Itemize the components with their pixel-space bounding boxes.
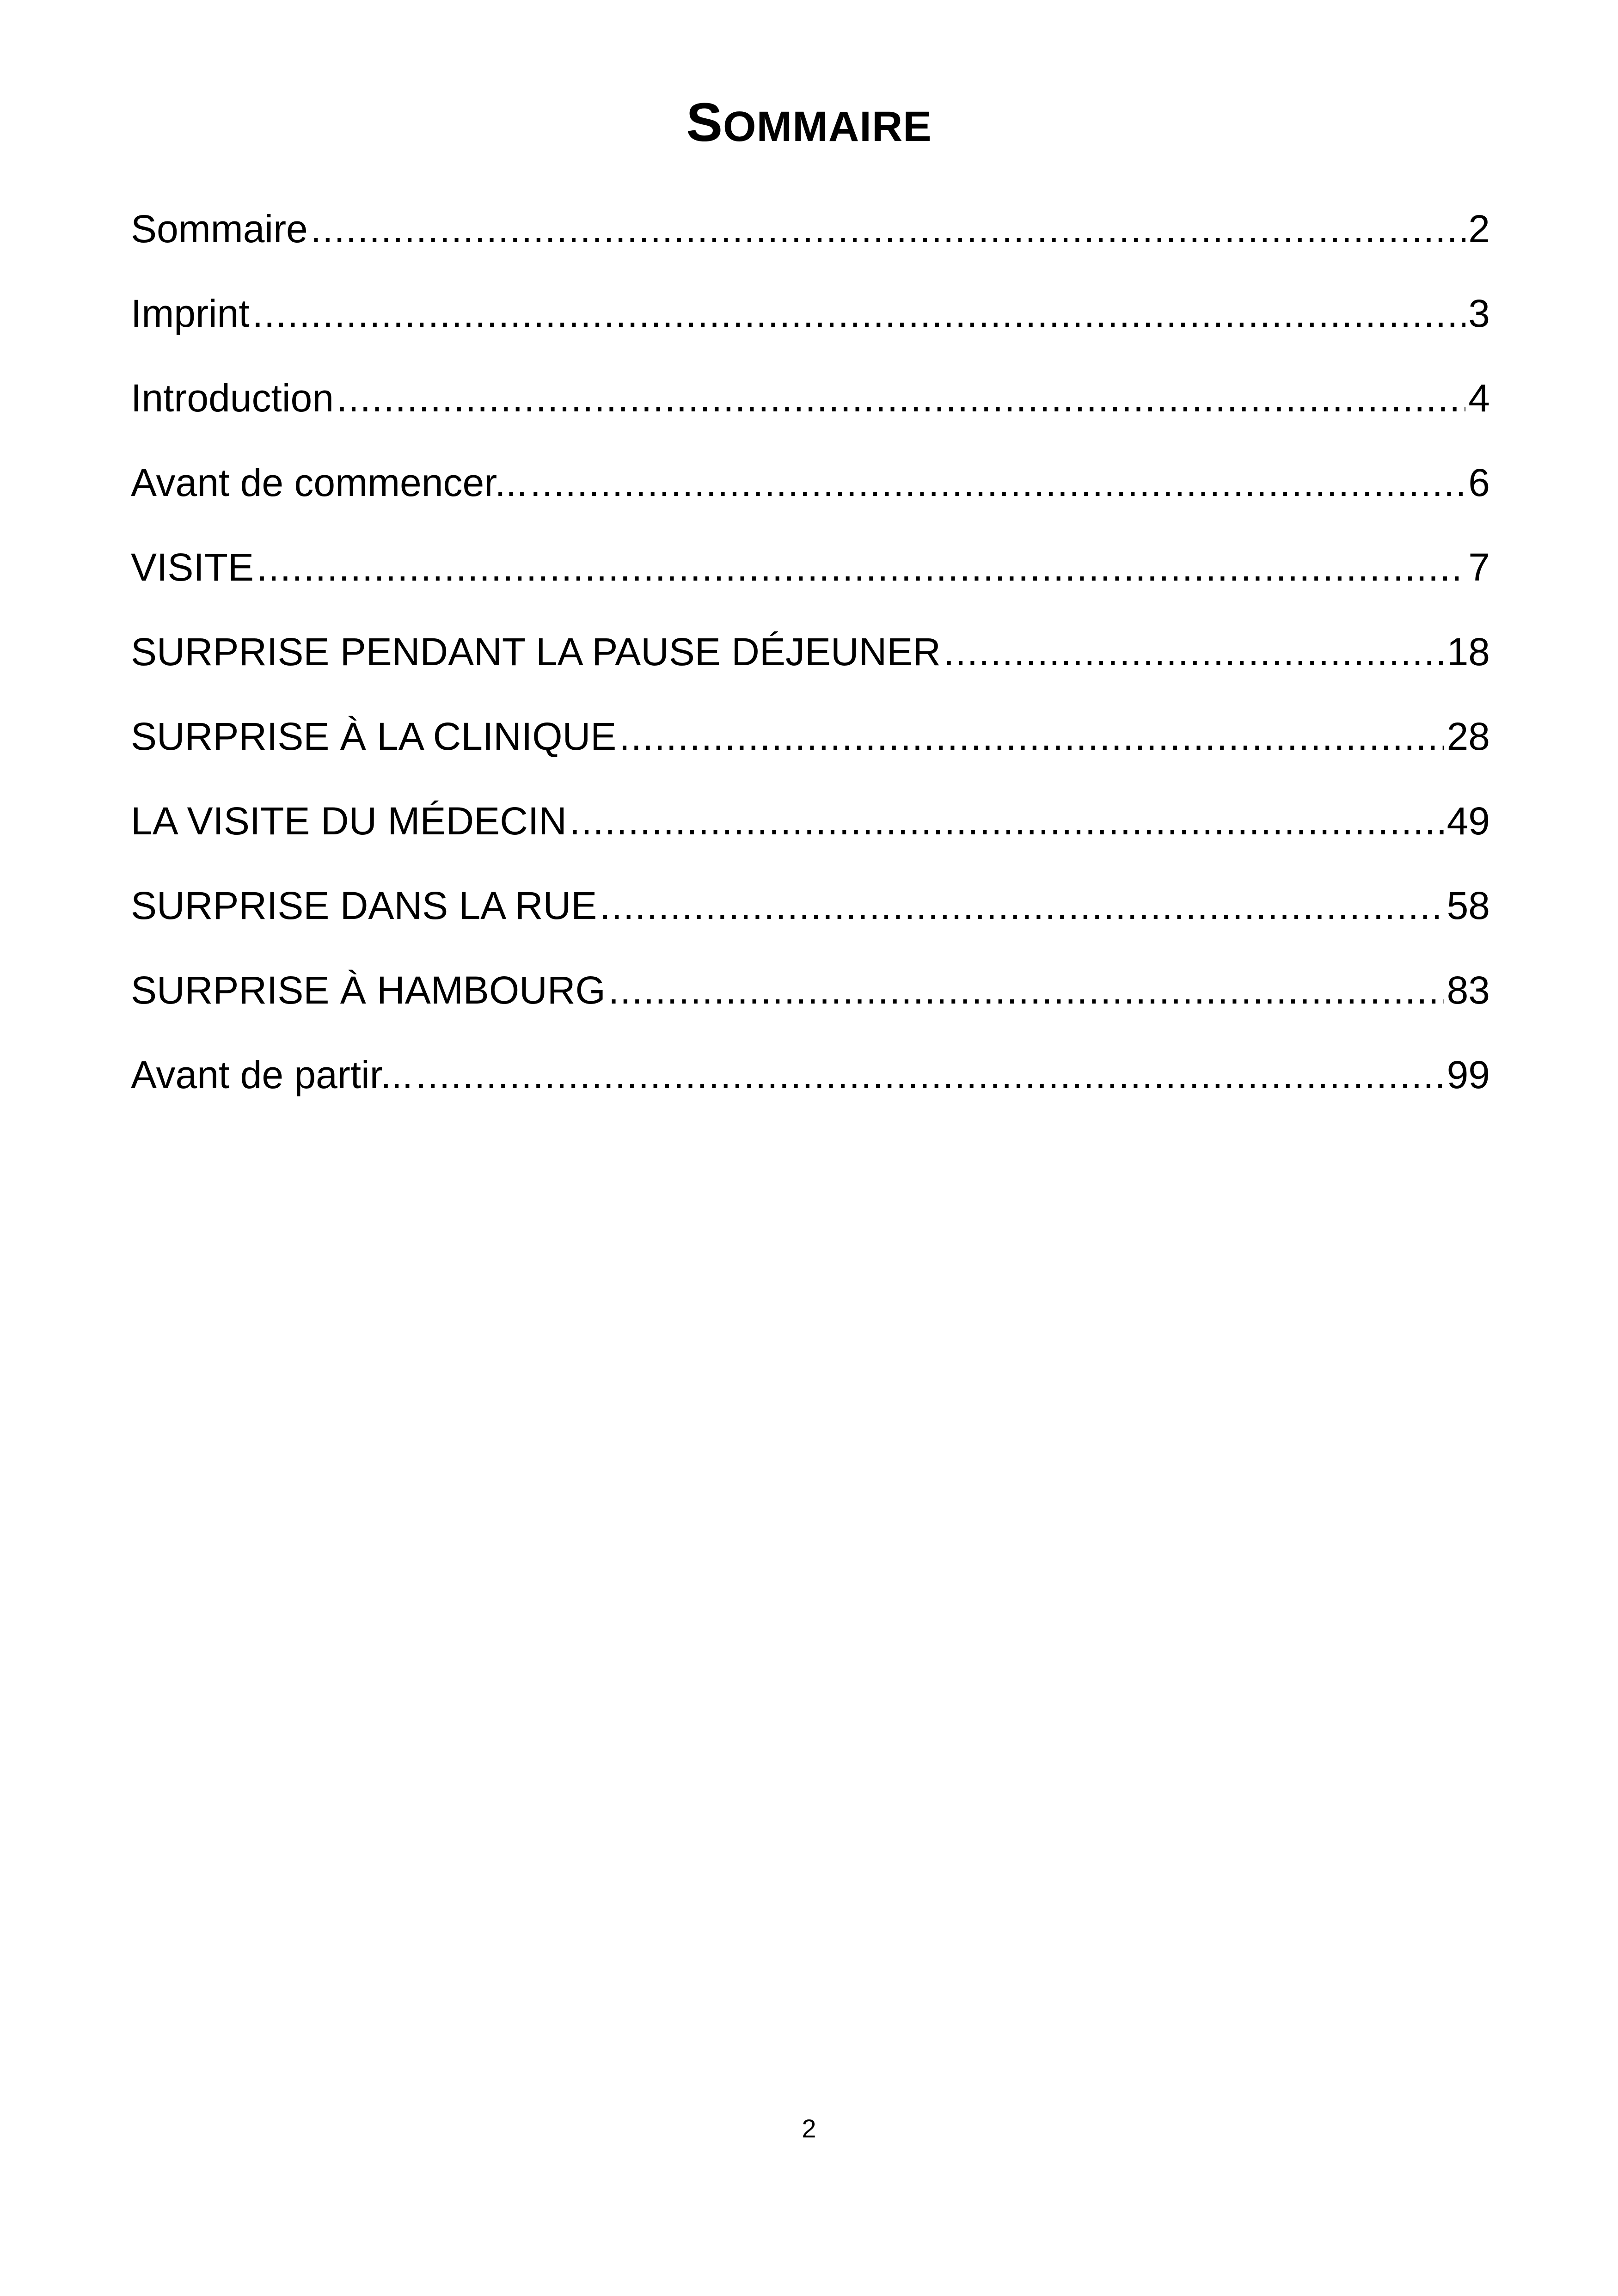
toc-leader-dots <box>311 199 1466 259</box>
page-title-initial: S <box>686 92 723 153</box>
toc-leader-dots <box>608 960 1444 1020</box>
toc-entry-label: SURPRISE PENDANT LA PAUSE DÉJEUNER <box>131 630 941 673</box>
toc-entry-page: 2 <box>1468 207 1490 251</box>
toc-entry-page: 18 <box>1446 630 1490 673</box>
toc-leader-dots <box>337 368 1465 428</box>
toc-entry-visite[interactable] <box>131 537 1490 622</box>
toc-entry-page: 99 <box>1446 1053 1490 1096</box>
toc-entry-page: 58 <box>1446 884 1490 927</box>
table-of-contents <box>131 199 1490 1129</box>
toc-entry-label: Imprint <box>131 292 250 335</box>
toc-entry-avant-de-commencer[interactable] <box>131 453 1490 537</box>
toc-entry-label: Avant de partir... <box>131 1053 413 1096</box>
toc-entry-avant-de-partir[interactable] <box>131 1045 1490 1129</box>
toc-entry-page: 3 <box>1468 292 1490 335</box>
toc-entry-surprise-hambourg[interactable] <box>131 960 1490 1045</box>
toc-entry-sommaire[interactable] <box>131 199 1490 283</box>
toc-leader-dots <box>570 791 1444 851</box>
toc-leader-dots <box>944 622 1444 682</box>
toc-entry-surprise-clinique[interactable] <box>131 706 1490 791</box>
toc-entry-label: SURPRISE À LA CLINIQUE <box>131 715 617 758</box>
toc-entry-page: 7 <box>1468 545 1490 589</box>
toc-entry-imprint[interactable] <box>131 283 1490 368</box>
toc-entry-label: Introduction <box>131 376 334 420</box>
toc-entry-page: 6 <box>1468 461 1490 504</box>
page-title-rest: OMMAIRE <box>723 103 932 150</box>
toc-entry-label: Sommaire <box>131 207 308 251</box>
page-title <box>0 90 1618 159</box>
toc-leader-dots <box>619 706 1444 766</box>
toc-entry-surprise-rue[interactable] <box>131 876 1490 960</box>
toc-entry-label: SURPRISE À HAMBOURG <box>131 968 606 1012</box>
toc-leader-dots <box>416 1045 1444 1105</box>
page-number: 2 <box>802 2114 816 2143</box>
toc-entry-surprise-pause-dejeuner[interactable] <box>131 622 1490 706</box>
toc-leader-dots <box>530 453 1466 513</box>
toc-entry-label: SURPRISE DANS LA RUE <box>131 884 597 927</box>
toc-entry-label: Avant de commencer... <box>131 461 527 504</box>
toc-entry-page: 28 <box>1446 715 1490 758</box>
toc-entry-page: 49 <box>1446 799 1490 843</box>
toc-entry-visite-medecin[interactable] <box>131 791 1490 876</box>
toc-entry-label: VISITE <box>131 545 254 589</box>
toc-entry-introduction[interactable] <box>131 368 1490 453</box>
toc-leader-dots <box>257 537 1465 597</box>
toc-leader-dots <box>252 283 1466 343</box>
toc-entry-label: LA VISITE DU MÉDECIN <box>131 799 567 843</box>
toc-entry-page: 4 <box>1468 376 1490 420</box>
toc-leader-dots <box>600 876 1444 936</box>
toc-entry-page: 83 <box>1446 968 1490 1012</box>
